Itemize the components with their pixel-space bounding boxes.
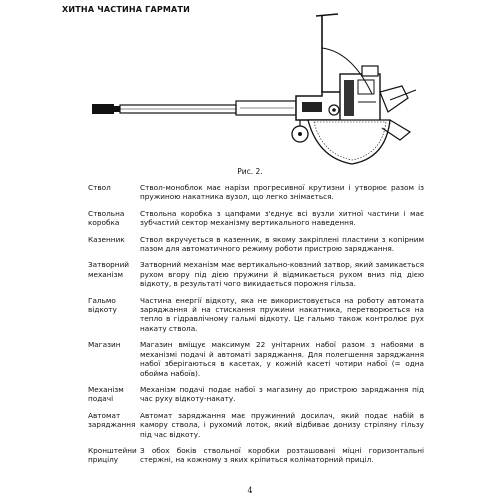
spec-term: Ствольна коробка xyxy=(88,208,125,228)
spec-description: Затворний механізм має вертикально-ковзний затвор, який замикається рухом вгору під дією пружини й відмикається рухом вниз під дією відкоту, в результаті чого викидається порожня гільза. xyxy=(140,260,424,289)
spec-description: Ствол вкручується в казенник, в якому закріплені пластини з копірним пазом для автоматичного режиму роботи пристрою заряджання. xyxy=(140,234,424,254)
spec-row xyxy=(88,385,424,404)
gun-drawing xyxy=(90,8,420,166)
spec-term: Гальмо відкоту xyxy=(88,295,117,315)
spec-term: Механізм подачі xyxy=(88,384,124,404)
spec-row xyxy=(88,340,424,378)
spec-description: Механізм подачі подає набої з магазину до пристрою заряджання під час руху відкоту-накату. xyxy=(140,384,424,404)
spec-description: З обох боків ствольної коробки розташовані міцні горизонтальні стержні, на кожному з яких кріпиться коліматорний приціл. xyxy=(140,445,424,465)
spec-description: Автомат заряджання має пружинний досилач, який подає набій в камору ствола, і рухомий лоток, який відбиває донизу стріляну гільзу під час відкоту. xyxy=(140,410,424,439)
spec-description: Ствол-моноблок має нарізи прогресивної крутизни і утворює разом із пружиною накатника вузол, що легко знімається. xyxy=(140,183,424,202)
spec-term: Кронштейни прицілу xyxy=(88,445,137,465)
spec-row xyxy=(88,260,424,288)
elevation-sector xyxy=(308,120,390,164)
page-number: 4 xyxy=(247,486,253,495)
muzzle-brake xyxy=(92,104,114,114)
spec-row xyxy=(88,209,424,228)
spec-row xyxy=(88,446,424,465)
spec-term: Затворний механізм xyxy=(88,260,130,279)
spec-row xyxy=(88,183,424,202)
spec-term: Казенник xyxy=(88,234,125,244)
spec-description: Частина енергії відкоту, яка не використовується на роботу автомата заряджання й на стискання пружини накатника, перетворюється на тепло в гідравлічному гальмі відкоту. Це гальмо також контролює рух накату ствола. xyxy=(140,295,424,333)
spec-row xyxy=(88,296,424,334)
spec-term: Ствол xyxy=(88,183,111,192)
spec-term: Автомат заряджання xyxy=(88,410,136,430)
page-title: ХИТНА ЧАСТИНА ГАРМАТИ xyxy=(62,5,191,14)
spec-row xyxy=(88,235,424,254)
spec-term: Магазин xyxy=(88,340,121,350)
spec-list xyxy=(88,183,424,472)
spec-description: Магазин вміщує максимум 22 унітарних набої разом з набоями в механізмі подачі й автоматі заряджання. Для полегшення заряджання набої зберігаються в касетах, у кожній касеті чотири набої (= одна обойма набоїв). xyxy=(140,340,424,378)
spec-description: Ствольна коробка з цапфами з'єднує всі вузли хитної частини і має зубчастий сектор механізму вертикального наведення. xyxy=(140,208,424,228)
spec-row xyxy=(88,411,424,439)
figure-caption: Рис. 2. xyxy=(237,167,263,176)
